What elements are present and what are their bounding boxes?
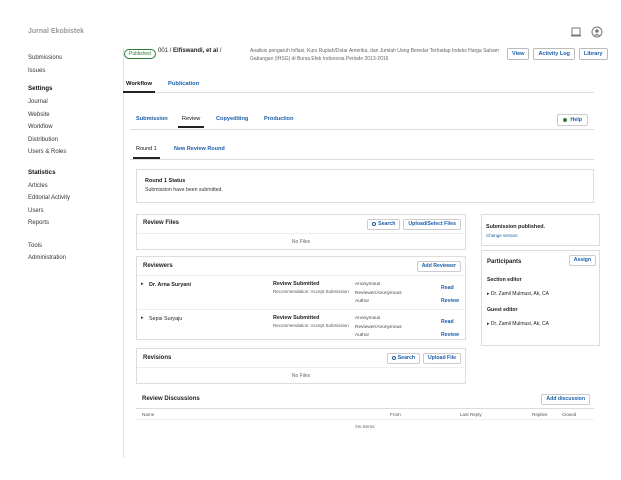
tab-submission[interactable]: Submission (136, 116, 168, 122)
sidebar-group-statistics (28, 169, 120, 230)
participants-box (481, 250, 600, 346)
publish-status-box (481, 214, 600, 246)
reviewer-status: Review Submitted (273, 315, 320, 321)
review-link[interactable]: Review (441, 332, 459, 338)
revisions-box (136, 348, 466, 384)
tab-production[interactable]: Production (264, 116, 294, 122)
help-button[interactable] (557, 114, 588, 126)
add-discussion-button[interactable]: Add discussion (541, 394, 590, 405)
reviewer-actions (441, 282, 459, 308)
tab-copyediting[interactable]: Copyediting (216, 116, 249, 122)
round-tabs (130, 138, 594, 160)
workflow-tabs (124, 73, 594, 93)
sidebar-item-editorial-activity[interactable]: Editorial Activity (28, 195, 71, 201)
publish-status-title: Submission published. (486, 224, 546, 230)
sidebar-group-settings (28, 85, 120, 159)
sidebar-item-website[interactable]: Website (28, 111, 50, 118)
col-replies: Replies (532, 412, 548, 417)
read-review-link[interactable]: Read (441, 285, 454, 291)
sidebar-item-articles[interactable]: Articles (28, 182, 48, 189)
reviewer-meta-line: Anonymous (355, 282, 381, 287)
search-icon (392, 356, 396, 360)
participant-name: Dr. Zamil Mulmusi, Ak, CA (490, 291, 549, 297)
submission-author-names: Elfiswandi, et al (173, 48, 219, 54)
submission-authors: 001 / Elfiswandi, et al / (158, 48, 222, 54)
submission-title: Analisis pengaruh Inflasi, Kurs Rupiah/Dolar Amerika, dan Jumlah Uang Beredar Terhadap Indeks Harga Saham Gabungan (IHSG) di Bursa Efek Indonesia Periode 2013-2016 (250, 48, 499, 62)
reviewer-meta (355, 315, 402, 341)
reviewer-meta-line: Anonymous (355, 316, 381, 321)
review-files-search-button[interactable] (367, 219, 400, 230)
reviewer-status: Review Submitted (273, 281, 320, 287)
participant-item[interactable] (487, 321, 549, 327)
round-status-box (136, 169, 594, 203)
round-status-title: Round 1 Status (145, 178, 186, 184)
activity-log-button[interactable]: Activity Log (533, 48, 574, 60)
site-title[interactable]: Jurnal Ekobistek (28, 28, 85, 35)
participant-name: Dr. Zamil Mulmusi, Ak, CA (490, 321, 549, 327)
review-discussions-box (136, 388, 594, 440)
reviewer-meta-line: Reviewer/Anonymous (355, 324, 402, 330)
col-last-reply: Last Reply (460, 412, 482, 417)
reviewer-actions (441, 316, 459, 342)
reviewer-meta-line: Author (355, 333, 370, 338)
sidebar-item-distribution[interactable]: Distribution (28, 136, 59, 143)
add-reviewer-button[interactable]: Add Reviewer (417, 261, 461, 272)
expand-arrow-icon[interactable]: ▸ (141, 315, 144, 321)
sidebar-item-reports[interactable]: Reports (28, 220, 50, 226)
sidebar-item-users-roles[interactable]: Users & Roles (28, 149, 67, 155)
reviewer-recommendation: Recommendation: Accept Submission (273, 289, 349, 294)
review-link[interactable]: Review (441, 298, 459, 304)
participant-role: Section editor (487, 277, 522, 283)
participant-item[interactable] (487, 291, 549, 297)
participant-role: Guest editor (487, 307, 518, 313)
discussions-header-row (136, 408, 594, 420)
change-version-link[interactable]: Change version (486, 233, 518, 238)
new-review-round-button[interactable]: New Review Round (174, 146, 225, 152)
review-files-title: Review Files (143, 220, 180, 226)
status-badge: Published (124, 49, 156, 59)
reviewer-row[interactable] (137, 309, 465, 343)
reviewer-name: Sepsi Suryaju (149, 316, 183, 322)
review-files-box (136, 214, 466, 250)
tab-workflow[interactable]: Workflow (126, 81, 152, 87)
tab-publication[interactable]: Publication (168, 81, 200, 87)
sidebar (28, 52, 120, 273)
sidebar-item-tools[interactable]: Tools (28, 242, 43, 249)
revisions-search-label: Search (397, 355, 416, 361)
review-discussions-title: Review Discussions (142, 396, 200, 402)
col-from: From (390, 412, 401, 417)
sidebar-item-journal[interactable]: Journal (28, 99, 48, 105)
workflow-panel (130, 100, 594, 452)
review-files-search-label: Search (378, 221, 396, 227)
upload-file-button[interactable]: Upload File (423, 353, 461, 364)
sidebar-group-main (28, 52, 120, 77)
revisions-title: Revisions (143, 355, 172, 361)
sidebar-group-admin (28, 240, 120, 265)
reviewer-meta-line: Author (355, 299, 370, 304)
expand-arrow-icon: ▸ (487, 291, 491, 297)
view-button[interactable]: View (507, 48, 529, 60)
col-name: Name (142, 412, 155, 417)
submission-id: 001 (158, 48, 169, 54)
review-files-empty: No Files (137, 233, 465, 249)
sidebar-item-users[interactable]: Users (28, 207, 44, 214)
help-label: Help (570, 117, 582, 123)
expand-arrow-icon[interactable]: ▸ (141, 281, 144, 287)
reviewers-box (136, 256, 466, 340)
reviewers-title: Reviewers (143, 263, 173, 269)
reviewer-row[interactable] (137, 275, 465, 309)
tab-review[interactable]: Review (182, 116, 201, 122)
reviewer-name: Dr. Arna Suryani (149, 282, 192, 288)
sidebar-item-issues[interactable]: Issues (28, 67, 46, 74)
sidebar-item-administration[interactable]: Administration (28, 255, 67, 261)
upload-select-files-button[interactable]: Upload/Select Files (403, 219, 461, 230)
discussions-empty: No Items (355, 425, 375, 430)
stage-tabs (130, 108, 594, 130)
main-content (124, 0, 621, 480)
col-closed: Closed (562, 412, 577, 417)
reviewer-meta (355, 281, 402, 307)
sidebar-heading-statistics[interactable]: Statistics (28, 168, 56, 176)
help-dot-icon (563, 118, 567, 122)
sidebar-item-workflow[interactable]: Workflow (28, 124, 53, 130)
submission-actions (507, 48, 608, 60)
round-status-text: Submission have been submitted. (145, 187, 223, 193)
sidebar-heading-settings[interactable]: Settings (28, 85, 53, 92)
participants-title: Participants (487, 259, 522, 265)
library-button[interactable]: Library (579, 48, 608, 60)
read-review-link[interactable]: Read (441, 319, 454, 325)
sidebar-item-submissions[interactable]: Submissions (28, 55, 63, 61)
reviewer-meta-line: Reviewer/Anonymous (355, 290, 402, 296)
assign-button[interactable]: Assign (569, 255, 596, 266)
reviewer-recommendation: Recommendation: Accept Submission (273, 323, 349, 328)
tab-round-1[interactable]: Round 1 (136, 146, 157, 152)
revisions-search-button[interactable] (387, 353, 420, 364)
expand-arrow-icon: ▸ (487, 321, 491, 327)
revisions-empty: No Files (137, 367, 465, 383)
search-icon (372, 222, 376, 226)
